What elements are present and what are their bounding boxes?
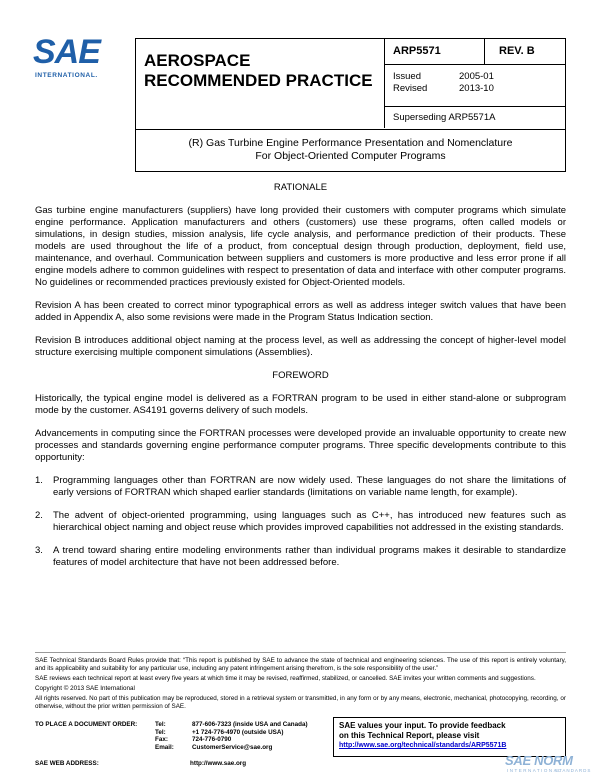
- rationale-paragraph-3: Revision B introduces additional object naming at the process level, as well as addressing the concept of higher-level model structure exercising multiple component simulations (Assemblies).: [35, 335, 566, 358]
- document-type: AEROSPACE RECOMMENDED PRACTICE: [144, 51, 373, 90]
- document-title: [135, 130, 566, 172]
- document-body: [35, 182, 566, 580]
- footer-divider: [35, 652, 566, 653]
- order-label: TO PLACE A DOCUMENT ORDER:: [35, 721, 138, 728]
- document-header: [135, 38, 566, 130]
- rationale-paragraph-2: Revision A has been created to correct minor typographical errors as well as address integer switch values that have been added in Appendix A, also some revisions were made in the Program Status Indication section.: [35, 300, 566, 323]
- sae-norm-subtitle: INTERNATIONAL: [507, 768, 563, 773]
- logo-subtitle: INTERNATIONAL.: [35, 72, 98, 79]
- web-address-row: [35, 760, 247, 767]
- list-item-text: The advent of object-oriented programming, using languages such as C++, has introduced new features such as hierarchical object naming and object reuse which provides improved capabilities not addressed in the existing standards.: [53, 510, 566, 533]
- sae-norm-standards: STANDARDS: [555, 768, 592, 773]
- feedback-box: [333, 717, 566, 757]
- issued-label: Issued: [393, 71, 421, 82]
- list-item: [35, 475, 566, 499]
- header-type-cell: [136, 39, 385, 128]
- list-item: [35, 545, 566, 569]
- list-item-text: Programming languages other than FORTRAN are now widely used. These languages do not share the limitations of early versions of FORTRAN which shaped earlier standards (limitations on variable name length, for example).: [53, 475, 566, 498]
- revision-label: REV. B: [485, 39, 565, 65]
- contact-email[interactable]: CustomerService@sae.org: [192, 743, 273, 751]
- order-contacts: [35, 721, 335, 751]
- date-cell: [385, 65, 565, 107]
- footer-legal: [35, 657, 566, 713]
- list-item: [35, 510, 566, 534]
- foreword-paragraph-1: Historically, the typical engine model is delivered as a FORTRAN program to be used in either stand-alone or subprogram mode by the customer. AS4191 governs delivery of such models.: [35, 393, 566, 416]
- contact-row: [35, 744, 335, 752]
- rationale-paragraph-1: Gas turbine engine manufacturers (suppliers) have long provided their customers with computer programs which simulate engine performance. Application manufacturers and others (customers) use these programs, often called models or simulations, in design studies, mission analysis, life cycle analysis, and performance prediction of their products. These models are used throughout the life of a product, from conceptual design through production, deployment, field use, maintenance, and overhaul. Communication between suppliers and customers is more productive and less error prone if all engine models adhere to common guidelines with respect to presentation of data and interface with other computer programs. No guidelines or recommended practices previously existed for Object-Oriented models.: [35, 205, 566, 288]
- contact-value: 877-606-7323 (inside USA and Canada): [192, 721, 308, 728]
- board-rules-text: SAE Technical Standards Board Rules provide that: “This report is published by SAE to advance the state of technical and engineering sciences. The use of this report is entirely voluntary, and its applicability and suitability for any particular use, including any patent infringement arising therefrom, is the sole responsibility of the user.”: [35, 657, 566, 672]
- title-line-2: For Object-Oriented Computer Programs: [255, 150, 446, 162]
- title-line-1: (R) Gas Turbine Engine Performance Presentation and Nomenclature: [188, 137, 513, 149]
- web-address-link[interactable]: http://www.sae.org: [190, 760, 247, 767]
- contact-key: Tel:: [155, 721, 166, 728]
- contact-row: [35, 721, 335, 729]
- web-address-label: SAE WEB ADDRESS:: [35, 760, 99, 767]
- superseding-note: Superseding ARP5571A: [393, 112, 496, 123]
- rights-text: All rights reserved. No part of this publication may be reproduced, stored in a retrieval system or transmitted, in any form or by any means, electronic, mechanical, photocopying, recording, or otherwise, without the prior written permission of SAE.: [35, 695, 566, 710]
- copyright-text: Copyright © 2013 SAE International: [35, 685, 135, 692]
- feedback-link[interactable]: http://www.sae.org/technical/standards/ARP5571B: [339, 742, 507, 749]
- contact-value: +1 724-776-4970 (outside USA): [192, 728, 284, 736]
- feedback-line-1: SAE values your input. To provide feedback: [339, 721, 506, 730]
- contact-key: Tel:: [155, 728, 166, 736]
- logo-mark: SAE: [33, 33, 100, 71]
- revised-label: Revised: [393, 83, 428, 94]
- contact-row: [35, 736, 335, 744]
- feedback-line-2: on this Technical Report, please visit: [339, 731, 480, 740]
- document-number: ARP5571: [385, 39, 485, 65]
- list-item-text: A trend toward sharing entire modeling environments rather than individual programs makes it desirable to standardize features of model architecture that have not been addressed before.: [53, 545, 566, 568]
- sae-logo: [33, 34, 113, 84]
- sae-norm-mark: SAE NORM: [505, 753, 573, 768]
- foreword-paragraph-2: Advancements in computing since the FORTRAN processes were developed provide an invaluable opportunity to create new processes and standards governing engine performance computer programs. Three specific developments contribute to this opportunity:: [35, 428, 566, 463]
- list-item-number: 2.: [35, 510, 43, 521]
- list-item-number: 1.: [35, 475, 43, 486]
- contact-value: 724-776-0790: [192, 736, 232, 744]
- rationale-heading: RATIONALE: [273, 182, 328, 193]
- issued-date: 2005-01: [459, 71, 494, 82]
- sae-norm-logo: [505, 753, 595, 775]
- foreword-heading: FOREWORD: [272, 370, 329, 381]
- list-item-number: 3.: [35, 545, 43, 556]
- contact-key: Fax:: [155, 736, 168, 744]
- contact-row: [35, 729, 335, 737]
- review-text: SAE reviews each technical report at least every five years at which time it may be revised, reaffirmed, stabilized, or cancelled. SAE invites your written comments and suggestions.: [35, 675, 536, 682]
- revised-date: 2013-10: [459, 83, 494, 94]
- contact-key: Email:: [155, 743, 174, 751]
